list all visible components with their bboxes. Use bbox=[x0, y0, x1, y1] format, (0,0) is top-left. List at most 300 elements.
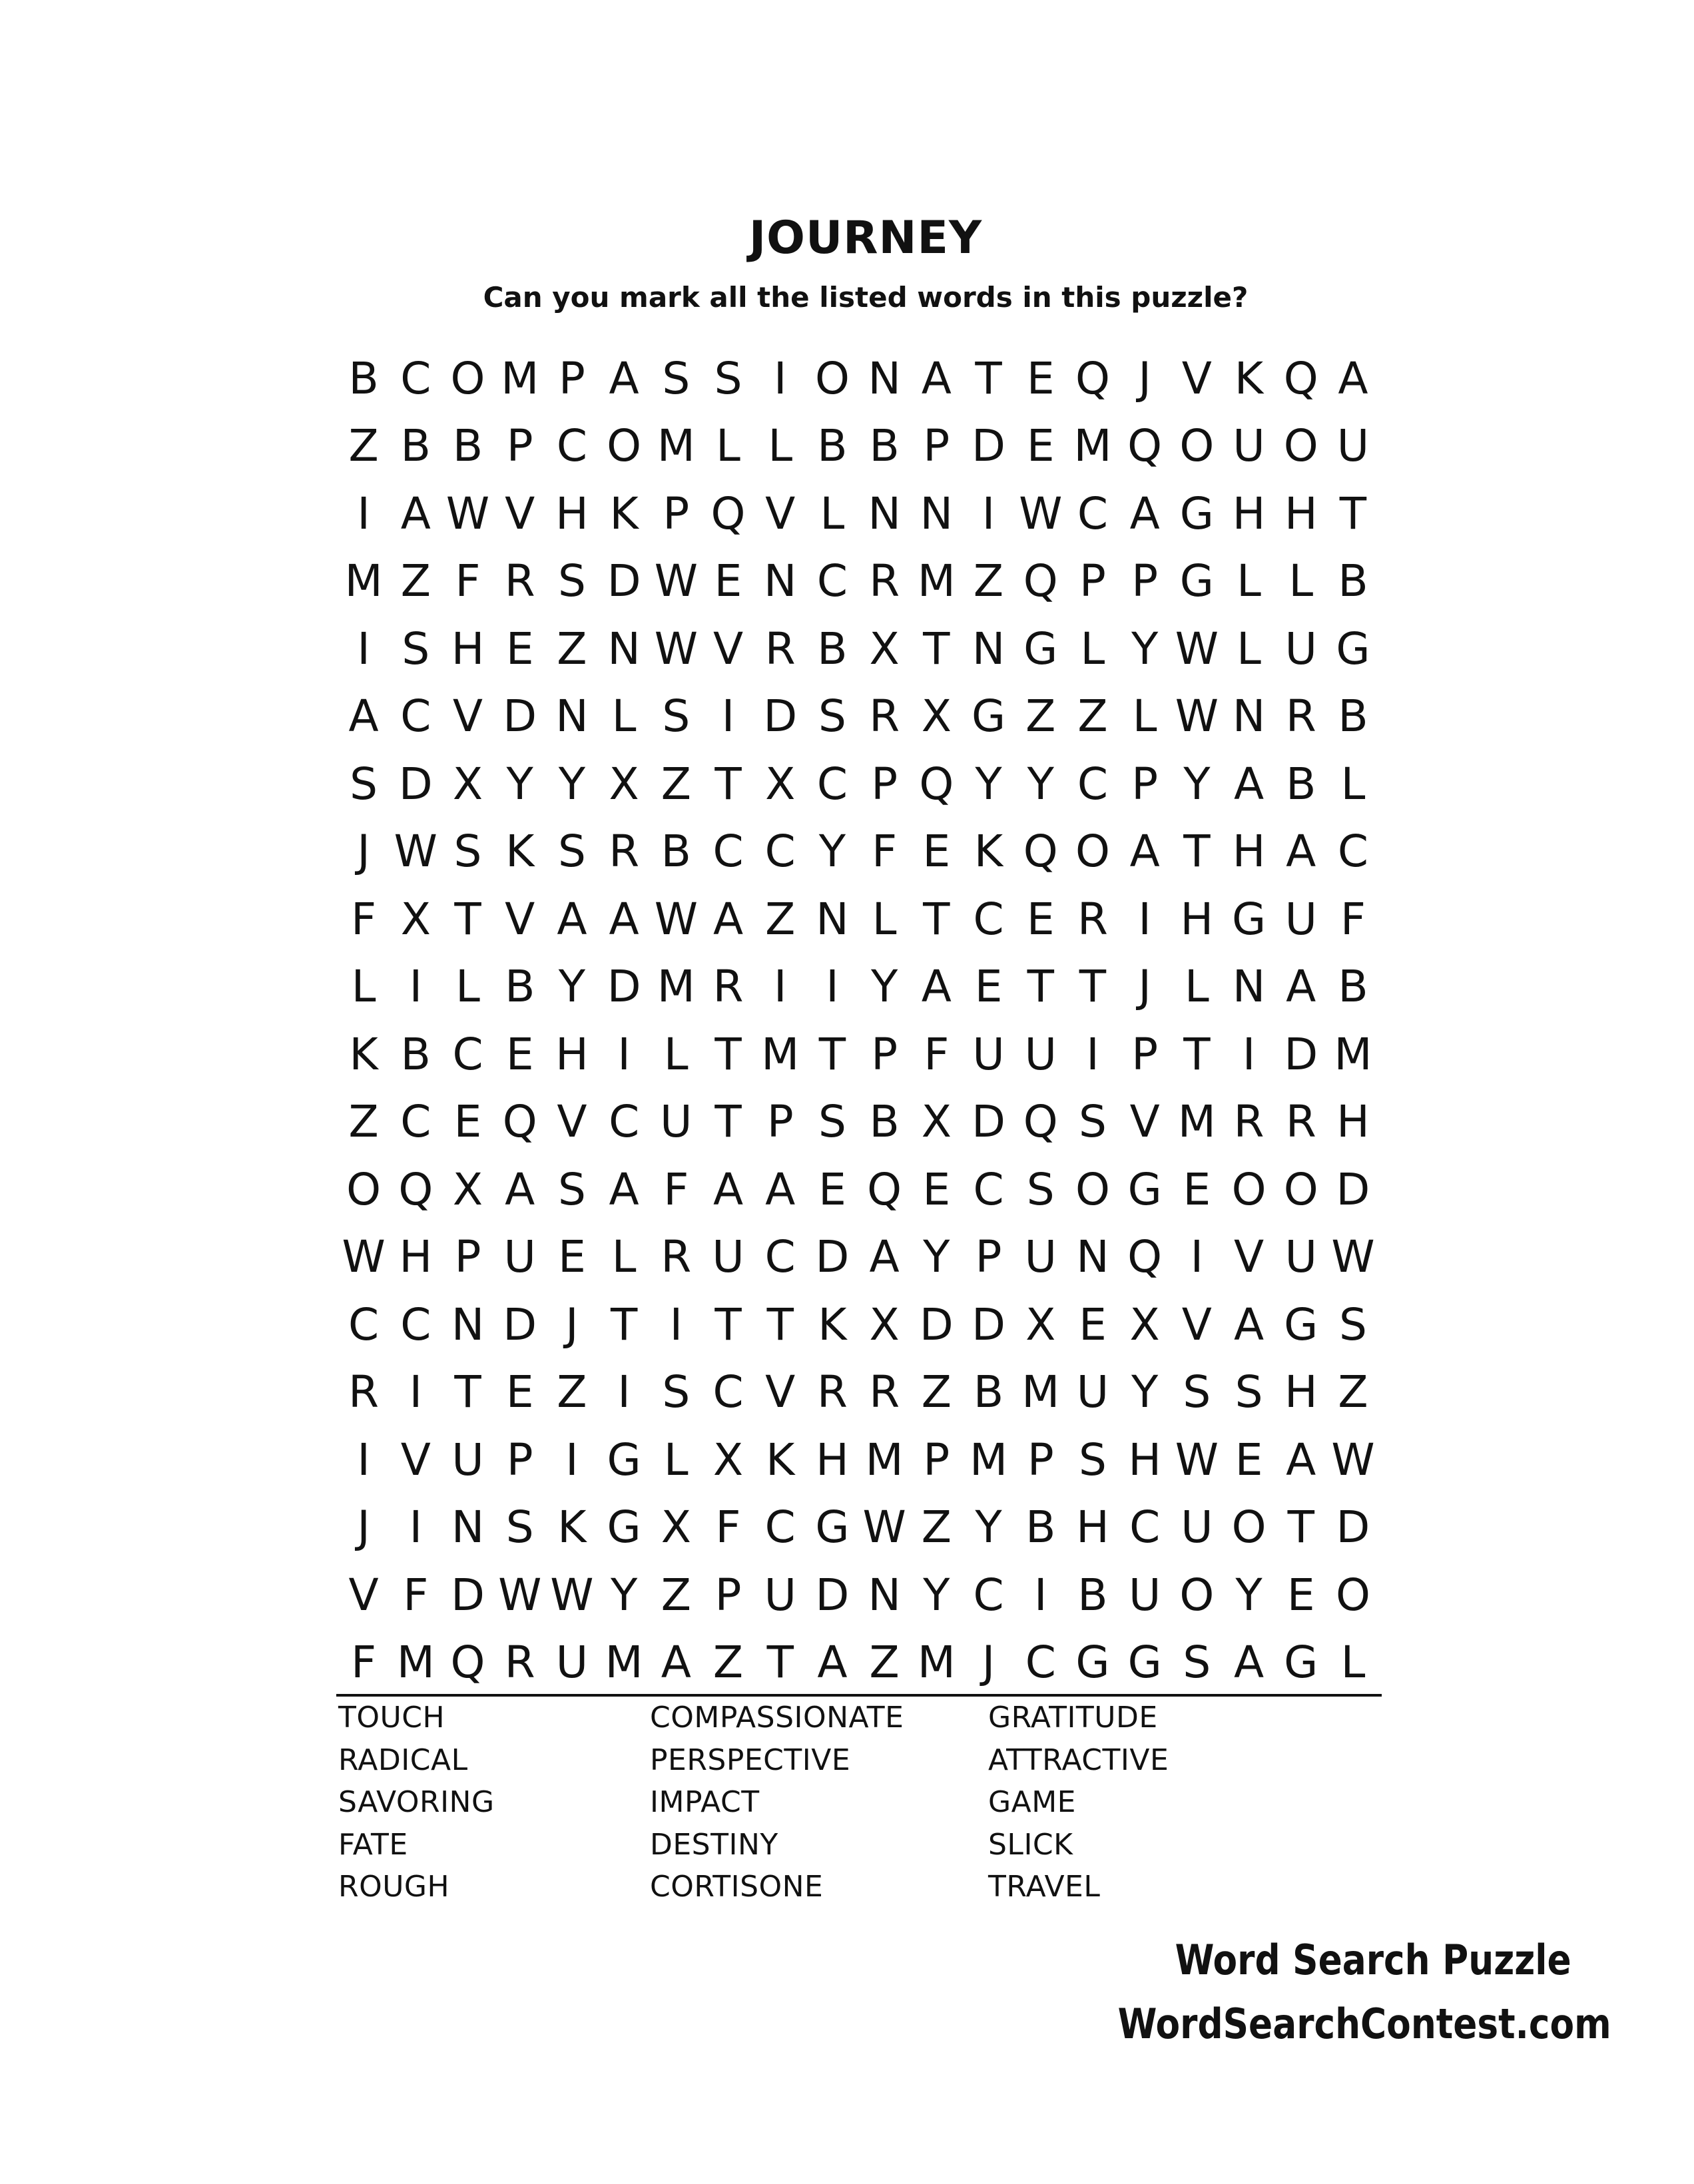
grid-letter[interactable]: E bbox=[1026, 352, 1055, 404]
grid-letter[interactable]: G bbox=[1284, 1637, 1318, 1689]
grid-letter[interactable]: G bbox=[1179, 487, 1214, 539]
grid-letter[interactable]: U bbox=[1076, 1366, 1109, 1418]
grid-letter[interactable]: P bbox=[559, 352, 585, 404]
grid-letter[interactable]: U bbox=[1128, 1569, 1161, 1621]
grid-letter[interactable]: R bbox=[609, 826, 640, 878]
grid-letter[interactable]: U bbox=[712, 1231, 744, 1283]
grid-letter[interactable]: P bbox=[1131, 1028, 1159, 1080]
grid-letter[interactable]: V bbox=[1129, 1096, 1160, 1148]
grid-letter[interactable]: K bbox=[557, 1502, 587, 1553]
grid-letter[interactable]: W bbox=[394, 826, 437, 878]
grid-letter[interactable]: P bbox=[975, 1231, 1002, 1283]
grid-letter[interactable]: A bbox=[1286, 826, 1316, 878]
grid-letter[interactable]: Q bbox=[1023, 555, 1058, 607]
grid-letter[interactable]: Y bbox=[506, 758, 533, 810]
grid-letter[interactable]: A bbox=[712, 1163, 744, 1215]
grid-letter[interactable]: B bbox=[1338, 690, 1368, 742]
grid-letter[interactable]: L bbox=[872, 893, 897, 945]
grid-letter[interactable]: C bbox=[1129, 1502, 1161, 1553]
grid-letter[interactable]: P bbox=[506, 1434, 533, 1486]
grid-letter[interactable]: J bbox=[1138, 352, 1151, 404]
grid-letter[interactable]: Z bbox=[1338, 1366, 1368, 1418]
grid-letter[interactable]: Z bbox=[921, 1366, 952, 1418]
grid-letter[interactable]: C bbox=[556, 420, 587, 472]
grid-letter[interactable]: Z bbox=[1077, 690, 1108, 742]
grid-letter[interactable]: G bbox=[1179, 555, 1214, 607]
grid-letter[interactable]: S bbox=[818, 1096, 846, 1148]
grid-letter[interactable]: Z bbox=[921, 1502, 952, 1553]
grid-letter[interactable]: N bbox=[764, 555, 797, 607]
grid-letter[interactable]: L bbox=[1237, 623, 1261, 675]
grid-letter[interactable]: L bbox=[716, 420, 740, 472]
grid-letter[interactable]: V bbox=[452, 690, 483, 742]
grid-letter[interactable]: O bbox=[1075, 826, 1110, 878]
grid-letter[interactable]: D bbox=[815, 1231, 850, 1283]
grid-letter[interactable]: E bbox=[1026, 893, 1055, 945]
grid-letter[interactable]: M bbox=[396, 1637, 435, 1689]
grid-letter[interactable]: H bbox=[1232, 826, 1266, 878]
grid-letter[interactable]: M bbox=[1073, 420, 1112, 472]
grid-letter[interactable]: A bbox=[921, 352, 952, 404]
grid-letter[interactable]: A bbox=[1233, 1637, 1265, 1689]
grid-letter[interactable]: S bbox=[1078, 1434, 1107, 1486]
grid-letter[interactable]: H bbox=[555, 487, 589, 539]
grid-letter[interactable]: D bbox=[1336, 1502, 1370, 1553]
grid-letter[interactable]: W bbox=[342, 1231, 386, 1283]
grid-letter[interactable]: S bbox=[453, 826, 482, 878]
grid-letter[interactable]: P bbox=[1131, 555, 1159, 607]
grid-letter[interactable]: U bbox=[451, 1434, 484, 1486]
grid-letter[interactable]: O bbox=[1283, 420, 1318, 472]
grid-letter[interactable]: U bbox=[1284, 623, 1317, 675]
grid-letter[interactable]: P bbox=[1027, 1434, 1054, 1486]
grid-letter[interactable]: C bbox=[609, 1096, 640, 1148]
grid-letter[interactable]: O bbox=[346, 1163, 382, 1215]
grid-letter[interactable]: X bbox=[869, 1298, 900, 1350]
grid-letter[interactable]: Y bbox=[923, 1231, 950, 1283]
grid-letter[interactable]: C bbox=[764, 1502, 796, 1553]
grid-letter[interactable]: M bbox=[865, 1434, 904, 1486]
grid-letter[interactable]: X bbox=[712, 1434, 744, 1486]
grid-letter[interactable]: I bbox=[1034, 1569, 1047, 1621]
grid-letter[interactable]: A bbox=[1286, 961, 1316, 1013]
grid-letter[interactable]: D bbox=[972, 1096, 1005, 1148]
grid-letter[interactable]: I bbox=[1086, 1028, 1099, 1080]
grid-letter[interactable]: A bbox=[661, 1637, 691, 1689]
grid-letter[interactable]: M bbox=[917, 555, 956, 607]
grid-letter[interactable]: E bbox=[558, 1231, 586, 1283]
grid-letter[interactable]: L bbox=[663, 1434, 689, 1486]
grid-letter[interactable]: O bbox=[1335, 1569, 1370, 1621]
grid-letter[interactable]: C bbox=[816, 555, 848, 607]
grid-letter[interactable]: E bbox=[922, 826, 951, 878]
grid-letter[interactable]: T bbox=[454, 893, 481, 945]
grid-letter[interactable]: Q bbox=[1075, 352, 1110, 404]
grid-letter[interactable]: C bbox=[973, 893, 1004, 945]
grid-letter[interactable]: A bbox=[921, 961, 952, 1013]
grid-letter[interactable]: B bbox=[1338, 555, 1368, 607]
grid-letter[interactable]: M bbox=[1021, 1366, 1060, 1418]
grid-letter[interactable]: C bbox=[973, 1569, 1004, 1621]
grid-letter[interactable]: I bbox=[357, 1434, 370, 1486]
grid-letter[interactable]: J bbox=[565, 1298, 579, 1350]
grid-letter[interactable]: L bbox=[663, 1028, 689, 1080]
grid-letter[interactable]: R bbox=[348, 1366, 380, 1418]
grid-letter[interactable]: Y bbox=[558, 961, 586, 1013]
grid-letter[interactable]: O bbox=[450, 352, 485, 404]
grid-letter[interactable]: X bbox=[1129, 1298, 1160, 1350]
grid-letter[interactable]: D bbox=[972, 1298, 1005, 1350]
grid-letter[interactable]: R bbox=[504, 1637, 535, 1689]
grid-letter[interactable]: L bbox=[1132, 690, 1157, 742]
grid-letter[interactable]: W bbox=[1019, 487, 1063, 539]
grid-letter[interactable]: C bbox=[712, 1366, 744, 1418]
grid-letter[interactable]: V bbox=[348, 1569, 379, 1621]
grid-letter[interactable]: N bbox=[1232, 961, 1266, 1013]
grid-letter[interactable]: L bbox=[611, 1231, 637, 1283]
grid-letter[interactable]: N bbox=[607, 623, 641, 675]
grid-letter[interactable]: B bbox=[1077, 1569, 1108, 1621]
grid-letter[interactable]: C bbox=[400, 1096, 431, 1148]
grid-letter[interactable]: I bbox=[409, 1502, 423, 1553]
grid-letter[interactable]: O bbox=[607, 420, 642, 472]
grid-letter[interactable]: T bbox=[766, 1298, 794, 1350]
grid-letter[interactable]: V bbox=[765, 487, 796, 539]
grid-letter[interactable]: G bbox=[815, 1502, 850, 1553]
grid-letter[interactable]: Z bbox=[712, 1637, 744, 1689]
grid-letter[interactable]: Y bbox=[870, 961, 898, 1013]
grid-letter[interactable]: S bbox=[1183, 1366, 1211, 1418]
grid-letter[interactable]: A bbox=[400, 487, 431, 539]
grid-letter[interactable]: S bbox=[662, 352, 691, 404]
grid-letter[interactable]: V bbox=[765, 1366, 796, 1418]
grid-letter[interactable]: G bbox=[1284, 1298, 1318, 1350]
grid-letter[interactable]: B bbox=[1286, 758, 1316, 810]
grid-letter[interactable]: K bbox=[766, 1434, 795, 1486]
grid-letter[interactable]: O bbox=[1231, 1163, 1267, 1215]
grid-letter[interactable]: F bbox=[872, 826, 898, 878]
grid-letter[interactable]: W bbox=[1331, 1434, 1375, 1486]
grid-letter[interactable]: Q bbox=[1127, 1231, 1163, 1283]
grid-letter[interactable]: L bbox=[1288, 555, 1314, 607]
grid-letter[interactable]: C bbox=[764, 1231, 796, 1283]
grid-letter[interactable]: V bbox=[1181, 352, 1212, 404]
grid-letter[interactable]: D bbox=[815, 1569, 850, 1621]
grid-letter[interactable]: T bbox=[923, 623, 950, 675]
grid-letter[interactable]: R bbox=[712, 961, 744, 1013]
grid-letter[interactable]: C bbox=[973, 1163, 1004, 1215]
grid-letter[interactable]: S bbox=[1183, 1637, 1211, 1689]
grid-letter[interactable]: R bbox=[661, 1231, 692, 1283]
grid-letter[interactable]: D bbox=[503, 1298, 537, 1350]
grid-letter[interactable]: E bbox=[1079, 1298, 1107, 1350]
grid-letter[interactable]: D bbox=[398, 758, 433, 810]
grid-letter[interactable]: D bbox=[607, 961, 641, 1013]
grid-letter[interactable]: M bbox=[605, 1637, 643, 1689]
grid-letter[interactable]: U bbox=[1181, 1502, 1213, 1553]
grid-letter[interactable]: R bbox=[1285, 690, 1316, 742]
grid-letter[interactable]: I bbox=[669, 1298, 683, 1350]
grid-letter[interactable]: M bbox=[501, 352, 539, 404]
grid-letter[interactable]: I bbox=[1190, 1231, 1204, 1283]
grid-letter[interactable]: G bbox=[971, 690, 1006, 742]
grid-letter[interactable]: T bbox=[923, 893, 950, 945]
grid-letter[interactable]: K bbox=[818, 1298, 847, 1350]
grid-letter[interactable]: O bbox=[1283, 1163, 1318, 1215]
grid-letter[interactable]: I bbox=[721, 690, 735, 742]
grid-letter[interactable]: X bbox=[869, 623, 900, 675]
grid-letter[interactable]: N bbox=[816, 893, 849, 945]
grid-letter[interactable]: B bbox=[817, 623, 848, 675]
grid-letter[interactable]: F bbox=[403, 1569, 429, 1621]
grid-letter[interactable]: M bbox=[657, 420, 695, 472]
grid-letter[interactable]: H bbox=[1284, 1366, 1318, 1418]
grid-letter[interactable]: N bbox=[972, 623, 1005, 675]
grid-letter[interactable]: R bbox=[869, 690, 900, 742]
grid-letter[interactable]: H bbox=[1076, 1502, 1109, 1553]
grid-letter[interactable]: V bbox=[505, 487, 535, 539]
grid-letter[interactable]: B bbox=[400, 1028, 431, 1080]
grid-letter[interactable]: G bbox=[1336, 623, 1370, 675]
grid-letter[interactable]: U bbox=[503, 1231, 536, 1283]
grid-letter[interactable]: D bbox=[503, 690, 537, 742]
grid-letter[interactable]: T bbox=[714, 758, 742, 810]
grid-letter[interactable]: S bbox=[557, 826, 586, 878]
grid-letter[interactable]: Q bbox=[867, 1163, 902, 1215]
grid-letter[interactable]: F bbox=[715, 1502, 741, 1553]
grid-letter[interactable]: D bbox=[972, 420, 1005, 472]
grid-letter[interactable]: A bbox=[765, 1163, 796, 1215]
grid-letter[interactable]: W bbox=[550, 1569, 594, 1621]
grid-letter[interactable]: R bbox=[1077, 893, 1108, 945]
grid-letter[interactable]: N bbox=[555, 690, 589, 742]
grid-letter[interactable]: J bbox=[357, 826, 370, 878]
grid-letter[interactable]: M bbox=[917, 1637, 956, 1689]
grid-letter[interactable]: Z bbox=[661, 758, 691, 810]
grid-letter[interactable]: P bbox=[1131, 758, 1159, 810]
grid-letter[interactable]: M bbox=[1177, 1096, 1216, 1148]
grid-letter[interactable]: T bbox=[610, 1298, 638, 1350]
grid-letter[interactable]: Y bbox=[610, 1569, 638, 1621]
grid-letter[interactable]: K bbox=[609, 487, 639, 539]
grid-letter[interactable]: M bbox=[970, 1434, 1008, 1486]
grid-letter[interactable]: T bbox=[454, 1366, 481, 1418]
grid-letter[interactable]: T bbox=[1339, 487, 1367, 539]
grid-letter[interactable]: C bbox=[400, 690, 431, 742]
grid-letter[interactable]: S bbox=[402, 623, 430, 675]
grid-letter[interactable]: X bbox=[765, 758, 796, 810]
grid-letter[interactable]: M bbox=[1334, 1028, 1372, 1080]
grid-letter[interactable]: T bbox=[1287, 1502, 1314, 1553]
grid-letter[interactable]: H bbox=[555, 1028, 589, 1080]
grid-letter[interactable]: V bbox=[400, 1434, 431, 1486]
grid-letter[interactable]: Q bbox=[919, 758, 954, 810]
grid-letter[interactable]: N bbox=[1076, 1231, 1109, 1283]
grid-letter[interactable]: N bbox=[451, 1298, 485, 1350]
grid-letter[interactable]: A bbox=[1233, 758, 1265, 810]
grid-letter[interactable]: U bbox=[660, 1096, 693, 1148]
grid-letter[interactable]: K bbox=[505, 826, 535, 878]
grid-letter[interactable]: Z bbox=[973, 555, 1004, 607]
grid-letter[interactable]: K bbox=[974, 826, 1003, 878]
grid-letter[interactable]: R bbox=[504, 555, 535, 607]
grid-letter[interactable]: S bbox=[818, 690, 846, 742]
grid-letter[interactable]: G bbox=[1127, 1637, 1162, 1689]
grid-letter[interactable]: D bbox=[919, 1298, 954, 1350]
grid-letter[interactable]: U bbox=[764, 1569, 796, 1621]
grid-letter[interactable]: A bbox=[348, 690, 379, 742]
grid-letter[interactable]: E bbox=[505, 1028, 534, 1080]
grid-letter[interactable]: I bbox=[409, 961, 423, 1013]
grid-letter[interactable]: S bbox=[662, 690, 691, 742]
grid-letter[interactable]: R bbox=[1233, 1096, 1265, 1148]
grid-letter[interactable]: U bbox=[1284, 893, 1317, 945]
grid-letter[interactable]: L bbox=[1184, 961, 1209, 1013]
grid-letter[interactable]: A bbox=[817, 1637, 848, 1689]
grid-letter[interactable]: D bbox=[763, 690, 798, 742]
grid-letter[interactable]: R bbox=[869, 555, 900, 607]
grid-letter[interactable]: E bbox=[453, 1096, 482, 1148]
grid-letter[interactable]: A bbox=[609, 352, 639, 404]
grid-letter[interactable]: F bbox=[351, 893, 377, 945]
grid-letter[interactable]: B bbox=[817, 420, 848, 472]
grid-letter[interactable]: W bbox=[1175, 623, 1219, 675]
grid-letter[interactable]: Y bbox=[1183, 758, 1211, 810]
grid-letter[interactable]: N bbox=[868, 487, 901, 539]
grid-letter[interactable]: T bbox=[818, 1028, 846, 1080]
grid-letter[interactable]: L bbox=[351, 961, 376, 1013]
grid-letter[interactable]: L bbox=[1340, 1637, 1366, 1689]
grid-letter[interactable]: B bbox=[452, 420, 483, 472]
grid-letter[interactable]: U bbox=[555, 1637, 589, 1689]
grid-letter[interactable]: W bbox=[654, 893, 698, 945]
grid-letter[interactable]: A bbox=[1129, 487, 1160, 539]
grid-letter[interactable]: Y bbox=[923, 1569, 950, 1621]
grid-letter[interactable]: W bbox=[498, 1569, 542, 1621]
grid-letter[interactable]: B bbox=[869, 420, 900, 472]
grid-letter[interactable]: H bbox=[399, 1231, 433, 1283]
grid-letter[interactable]: O bbox=[1075, 1163, 1110, 1215]
grid-letter[interactable]: T bbox=[714, 1028, 742, 1080]
grid-letter[interactable]: N bbox=[1232, 690, 1266, 742]
grid-letter[interactable]: A bbox=[1233, 1298, 1265, 1350]
grid-letter[interactable]: Q bbox=[1023, 1096, 1058, 1148]
grid-letter[interactable]: X bbox=[921, 690, 952, 742]
grid-letter[interactable]: U bbox=[1284, 1231, 1317, 1283]
grid-letter[interactable]: D bbox=[451, 1569, 485, 1621]
grid-letter[interactable]: H bbox=[1180, 893, 1214, 945]
grid-letter[interactable]: P bbox=[714, 1569, 742, 1621]
grid-letter[interactable]: I bbox=[1138, 893, 1151, 945]
grid-letter[interactable]: E bbox=[505, 623, 534, 675]
grid-letter[interactable]: E bbox=[1183, 1163, 1211, 1215]
grid-letter[interactable]: Q bbox=[398, 1163, 433, 1215]
grid-letter[interactable]: I bbox=[773, 352, 787, 404]
grid-letter[interactable]: S bbox=[714, 352, 742, 404]
grid-letter[interactable]: I bbox=[1242, 1028, 1256, 1080]
grid-letter[interactable]: A bbox=[609, 1163, 639, 1215]
grid-letter[interactable]: I bbox=[982, 487, 995, 539]
grid-letter[interactable]: Y bbox=[558, 758, 586, 810]
grid-letter[interactable]: I bbox=[617, 1366, 631, 1418]
grid-letter[interactable]: Z bbox=[348, 420, 379, 472]
grid-letter[interactable]: Z bbox=[869, 1637, 900, 1689]
grid-letter[interactable]: Z bbox=[1025, 690, 1056, 742]
grid-letter[interactable]: P bbox=[923, 1434, 950, 1486]
grid-letter[interactable]: I bbox=[565, 1434, 579, 1486]
grid-letter[interactable]: V bbox=[557, 1096, 587, 1148]
grid-letter[interactable]: Z bbox=[557, 1366, 587, 1418]
grid-letter[interactable]: A bbox=[609, 893, 639, 945]
grid-letter[interactable]: M bbox=[344, 555, 383, 607]
grid-letter[interactable]: C bbox=[1025, 1637, 1056, 1689]
grid-letter[interactable]: L bbox=[1080, 623, 1105, 675]
grid-letter[interactable]: W bbox=[445, 487, 490, 539]
grid-letter[interactable]: W bbox=[1175, 690, 1219, 742]
grid-letter[interactable]: P bbox=[506, 420, 533, 472]
grid-letter[interactable]: L bbox=[820, 487, 845, 539]
grid-letter[interactable]: N bbox=[451, 1502, 485, 1553]
grid-letter[interactable]: A bbox=[1286, 1434, 1316, 1486]
grid-letter[interactable]: H bbox=[1232, 487, 1266, 539]
grid-letter[interactable]: A bbox=[1338, 352, 1368, 404]
grid-letter[interactable]: E bbox=[1026, 420, 1055, 472]
grid-letter[interactable]: B bbox=[1025, 1502, 1056, 1553]
grid-letter[interactable]: T bbox=[766, 1637, 794, 1689]
grid-letter[interactable]: B bbox=[973, 1366, 1004, 1418]
grid-letter[interactable]: B bbox=[869, 1096, 900, 1148]
grid-letter[interactable]: L bbox=[611, 690, 637, 742]
grid-letter[interactable]: E bbox=[818, 1163, 846, 1215]
grid-letter[interactable]: X bbox=[1025, 1298, 1056, 1350]
grid-letter[interactable]: G bbox=[607, 1502, 641, 1553]
grid-letter[interactable]: C bbox=[1077, 758, 1108, 810]
grid-letter[interactable]: L bbox=[1340, 758, 1366, 810]
grid-letter[interactable]: U bbox=[972, 1028, 1005, 1080]
grid-letter[interactable]: O bbox=[1179, 1569, 1215, 1621]
letter-grid[interactable] bbox=[338, 345, 1379, 1697]
grid-letter[interactable]: K bbox=[1234, 352, 1264, 404]
grid-letter[interactable]: Q bbox=[502, 1096, 537, 1148]
grid-letter[interactable]: G bbox=[1127, 1163, 1162, 1215]
grid-letter[interactable]: J bbox=[982, 1637, 995, 1689]
grid-letter[interactable]: T bbox=[1183, 1028, 1211, 1080]
grid-letter[interactable]: A bbox=[1129, 826, 1160, 878]
grid-letter[interactable]: X bbox=[661, 1502, 691, 1553]
grid-letter[interactable]: G bbox=[1075, 1637, 1110, 1689]
grid-letter[interactable]: Z bbox=[400, 555, 431, 607]
grid-letter[interactable]: P bbox=[766, 1096, 794, 1148]
grid-letter[interactable]: X bbox=[452, 758, 483, 810]
grid-letter[interactable]: Y bbox=[818, 826, 846, 878]
grid-letter[interactable]: W bbox=[862, 1502, 906, 1553]
grid-letter[interactable]: C bbox=[712, 826, 744, 878]
grid-letter[interactable]: O bbox=[1231, 1502, 1267, 1553]
grid-letter[interactable]: S bbox=[1078, 1096, 1107, 1148]
grid-letter[interactable]: S bbox=[662, 1366, 691, 1418]
grid-letter[interactable]: J bbox=[1138, 961, 1151, 1013]
grid-letter[interactable]: Q bbox=[1023, 826, 1058, 878]
grid-letter[interactable]: W bbox=[1331, 1231, 1375, 1283]
grid-letter[interactable]: H bbox=[1336, 1096, 1370, 1148]
grid-letter[interactable]: A bbox=[557, 893, 587, 945]
grid-letter[interactable]: B bbox=[661, 826, 691, 878]
grid-letter[interactable]: S bbox=[350, 758, 378, 810]
grid-letter[interactable]: Y bbox=[975, 758, 1002, 810]
grid-letter[interactable]: E bbox=[974, 961, 1003, 1013]
grid-letter[interactable]: Y bbox=[1235, 1569, 1263, 1621]
grid-letter[interactable]: L bbox=[455, 961, 480, 1013]
